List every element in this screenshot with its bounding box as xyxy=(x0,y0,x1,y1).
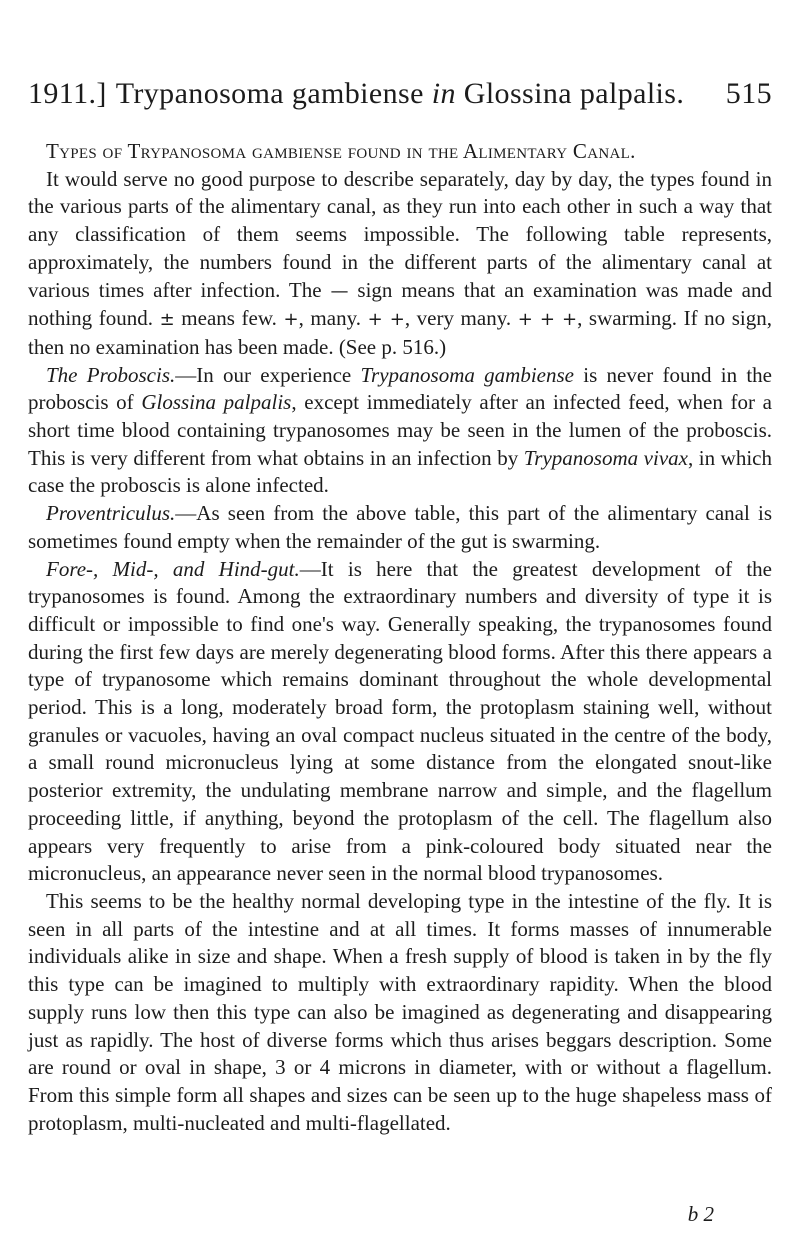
proboscis-text-3: , except immediately after an infected feed, when for a short time blood containing trypanosomes may be seen in the lumen of the proboscis. This is very different from what obtains in an infection by xyxy=(28,390,772,470)
page-number: 515 xyxy=(725,77,772,110)
proventriculus-heading: Proventriculus. xyxy=(46,501,176,526)
intro-text-2: sign means that an examination was made and nothing found. xyxy=(28,277,773,331)
final-paragraph-text: This seems to be the healthy normal developing type in the intestine of the fly. It is seen in all parts of the intestine and at all times. It forms masses of innumerable individuals alike in size and shape. When a fresh supply of blood is taken in by the fly this type can be imagined to multiply with extraordinary rapidity. When the blood supply runs low then this type can also be imagined as degenerating and disappearing just as rapidly. The host of diverse forms which thus arises beggars description. Some are round or oval in shape, 3 or 4 microns in diameter, with or without a flagellum. From this simple form all shapes and sizes can be seen up to the huge shapeless mass of protoplasm, multi-nucleated and multi-flagellated. xyxy=(28,888,772,1135)
sign-swarming: + + + xyxy=(517,309,578,331)
species-gambiense: Trypanosoma gambiense xyxy=(360,362,574,387)
sign-very-many: + + xyxy=(367,309,405,331)
proboscis-heading: The Proboscis. xyxy=(46,362,176,387)
section-heading-text: Types of Trypanosoma gambiense found in the Alimentary Canal. xyxy=(46,139,636,163)
gut-text: —It is here that the greatest development of the trypanosomes is found. Among the extraordinary numbers and diversity of type it is difficult or impossible to find one's way. Generally speaking, the trypanosomes found during the first few days are merely degenerating blood forms. After this there appears a type of trypanosome which remains dominant throughout the whole developmental period. This is a long, moderately broad form, the protoplasm staining well, without granules or vacuoles, having an oval compact nucleus situated in the centre of the body, a small round micronucleus lying at some distance from the elongated snout-like posterior extremity, the undulating membrane narrow and simple, and the flagellum proceeding little, if anything, beyond the protoplasm of the cell. The flagellum also appears very frequently to arise from a pink-coloured body situated near the micronucleus, an appearance never seen in the normal blood trypanosomes. xyxy=(28,556,772,886)
intro-text-6: , swarming. If no sign, then no examination has been made. (See p. 516.) xyxy=(28,306,773,359)
intro-text-5: , very many. xyxy=(404,306,518,331)
proventriculus-text: —As seen from the above table, this part of the alimentary canal is sometimes found empty when the remainder of the gut is swarming. xyxy=(28,501,772,553)
proboscis-text-2: is never found in the proboscis of xyxy=(28,362,773,415)
header-title-in: in xyxy=(431,77,456,110)
sign-few: ± xyxy=(159,309,175,331)
proboscis-text-1: —In our experience xyxy=(175,362,361,387)
proboscis-paragraph xyxy=(28,362,772,501)
final-paragraph xyxy=(28,888,772,1137)
header-title-start: Trypanosoma gambiense xyxy=(115,77,432,110)
intro-text-4: , many. xyxy=(298,306,368,331)
header-title-end: Glossina palpalis. xyxy=(455,77,685,110)
sign-many: + xyxy=(283,309,299,331)
section-heading xyxy=(28,138,772,166)
species-vivax: Trypanosoma vivax xyxy=(523,445,688,470)
header-year: 1911.] xyxy=(28,77,107,110)
body-text xyxy=(28,138,772,1137)
intro-paragraph xyxy=(28,166,772,362)
intro-text-1: It would serve no good purpose to describe separately, day by day, the types found in the various parts of the alimentary canal, as they run into each other in such a way that any classification of them seems impossible. The following table represents, approximately, the numbers found in the different parts of the alimentary canal at various times after infection. The xyxy=(28,166,772,302)
signature-mark: b 2 xyxy=(687,1202,714,1226)
sign-none: — xyxy=(330,280,349,302)
gut-heading: Fore-, Mid-, and Hind-gut. xyxy=(46,556,300,581)
gut-paragraph xyxy=(28,556,772,888)
proboscis-text-4: , in which case the proboscis is alone infected. xyxy=(28,445,772,498)
header-title xyxy=(28,76,772,112)
proventriculus-paragraph xyxy=(28,500,772,555)
species-palpalis: Glossina palpalis xyxy=(141,390,292,415)
intro-text-3: means few. xyxy=(174,306,284,331)
